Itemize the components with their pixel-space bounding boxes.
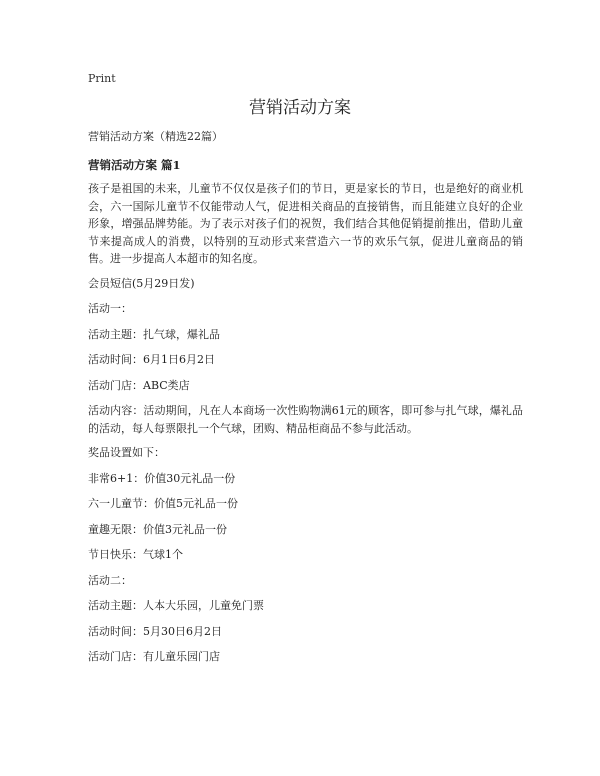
print-label: Print [88,72,116,85]
prize-item: 六一儿童节：价值5元礼品一份 [88,497,238,510]
activity1-label: 活动一： [88,302,132,315]
activity1-time: 活动时间：6月1日6月2日 [88,353,215,366]
sms-notice: 会员短信(5月29日发) [88,276,195,290]
activity2-label: 活动二： [88,573,132,587]
prize-item: 童趣无限：价值3元礼品一份 [88,522,227,536]
prize-intro: 奖品设置如下： [88,446,165,459]
activity1-theme: 活动主题：扎气球，爆礼品 [88,327,220,341]
activity2-store: 活动门店：有儿童乐园门店 [88,650,220,663]
document-body [88,128,523,674]
document-title: 营销活动方案 [249,98,351,118]
prize-item: 节日快乐：气球1个 [88,548,183,561]
activity2-time: 活动时间：5月30日6月2日 [88,624,222,638]
intro-paragraph: 孩子是祖国的未来，儿童节不仅仅是孩子们的节日，更是家长的节日，也是绝好的商业机会，六一国际儿童节不仅能带动人气，促进相关商品的直接销售，而且能建立良好的企业形象，增强品牌势能。为了表示对孩子们的祝贺，我们结合其他促销提前推出，借助儿童节来提高成人的消费，以特别的互动形式来营造六一节的欢乐气氛，促进儿童商品的销售。进一步提高人本超市的知名度。 [88,182,523,265]
activity1-store: 活动门店：ABC类店 [88,378,190,392]
activity2-theme: 活动主题：人本大乐园，儿童免门票 [88,599,264,612]
prize-item: 非常6+1：价值30元礼品一份 [88,471,236,485]
activity1-content: 活动内容：活动期间，凡在人本商场一次性购物满61元的顾客，即可参与扎气球，爆礼品的活动，每人每票限扎一个气球，团购、精品柜商品不参与此活动。 [88,404,523,435]
document-subtitle: 营销活动方案（精选22篇） [88,130,223,143]
section-heading: 营销活动方案 篇1 [88,158,181,172]
